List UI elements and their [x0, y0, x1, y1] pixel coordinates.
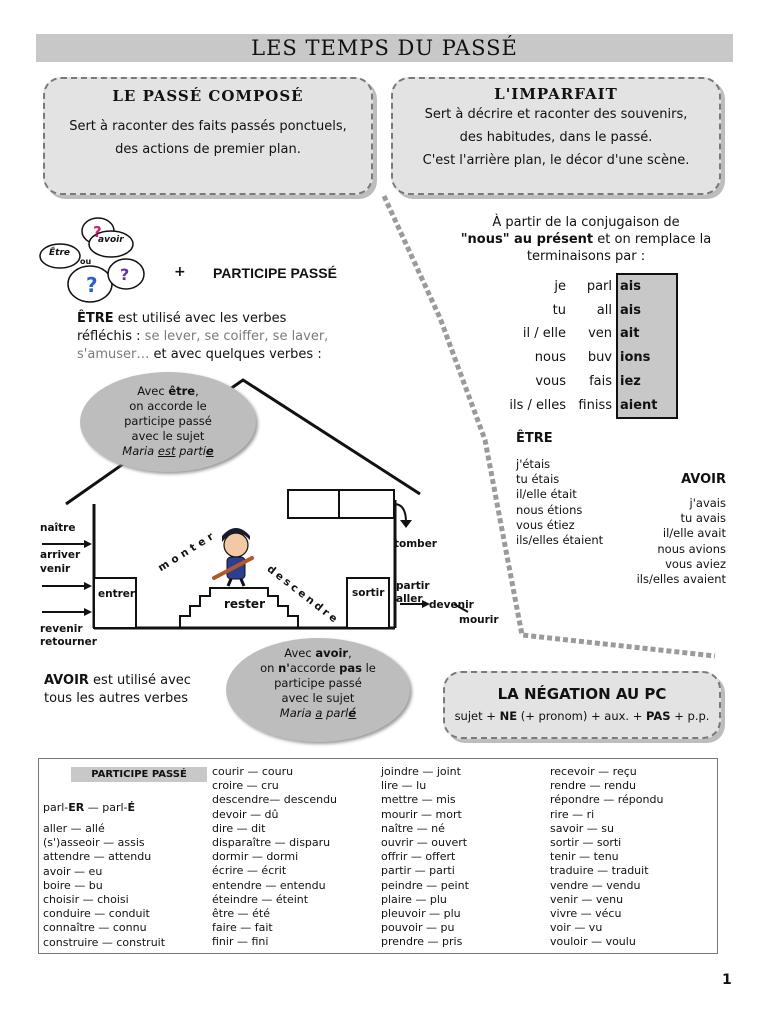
ba-l4: avec le sujet — [281, 691, 355, 705]
pp-entry: tenir — tenu — [550, 850, 619, 864]
conj-pronoun: il / elle — [522, 326, 566, 342]
pp-entry: ouvrir — ouvert — [381, 836, 468, 850]
verb-arriver: arriver — [40, 549, 81, 561]
avoir-form: nous avions — [657, 541, 726, 556]
pp-column-1 — [43, 822, 165, 950]
imparfait-line3: C'est l'arrière plan, le décor d'une scène. — [422, 153, 690, 168]
be-ex-c: parti — [175, 444, 206, 458]
neg-f3: (+ pronom) + aux. + — [517, 709, 647, 723]
bubble-avoir-label: avoir — [98, 235, 124, 245]
conj-pronoun: vous — [535, 373, 566, 389]
page-number: 1 — [722, 972, 732, 988]
negation-box — [443, 671, 721, 739]
ba-ex-d: é — [348, 706, 357, 720]
neg-f5: + p.p. — [670, 709, 710, 723]
imparfait-rule-l1: À partir de la conjugaison de — [492, 215, 680, 230]
be-l4: avec le sujet — [131, 429, 205, 443]
conj-pronoun: ils / elles — [509, 397, 566, 413]
pp-rule-c: — parl- — [84, 801, 128, 814]
pp-rule-b: ER — [68, 801, 85, 814]
ba-l2e: le — [361, 661, 376, 675]
pp-entry: éteindre — éteint — [212, 892, 309, 906]
etre-usage-examples: se lever, se coiffer, se laver, — [144, 329, 329, 344]
imparfait-line2: des habitudes, dans le passé. — [459, 130, 653, 145]
etre-form: tu étais — [516, 472, 560, 487]
pp-entry: vivre — vécu — [550, 907, 622, 921]
avoir-form: ils/elles avaient — [636, 572, 726, 587]
bubble-avoir-rule — [226, 638, 410, 742]
pp-column-4 — [550, 765, 663, 950]
pp-rule-a: parl- — [43, 801, 69, 814]
pp-entry: venir — venu — [550, 892, 624, 906]
etre-form: j'étais — [516, 457, 551, 471]
verb-mourir: mourir — [459, 614, 499, 626]
pp-entry: peindre — peint — [381, 878, 469, 892]
verb-rester: rester — [224, 597, 265, 611]
pp-entry: entendre — entendu — [212, 878, 326, 892]
be-l1c: , — [195, 384, 199, 398]
pp-entry: savoir — su — [550, 821, 614, 835]
verb-revenir: revenir — [40, 623, 83, 635]
pp-entry: courir — couru — [212, 765, 294, 778]
pp-entry: mourir — mort — [381, 807, 462, 821]
pp-entry: rire — ri — [550, 807, 595, 821]
avoir-usage-bold: AVOIR — [44, 673, 89, 688]
avoir-usage-text1: est utilisé avec — [88, 673, 191, 688]
negation-formula — [445, 709, 719, 723]
verb-retourner: retourner — [40, 636, 97, 648]
be-l2: on accorde le — [129, 399, 207, 413]
ba-ex-a: Maria — [279, 706, 316, 720]
pp-entry: prendre — pris — [381, 935, 463, 949]
bubble-etre-label: Être — [49, 248, 70, 258]
be-ex-d: e — [205, 444, 214, 458]
ba-ex-c: parl — [322, 706, 349, 720]
be-l1a: Avec — [137, 384, 169, 398]
bubble-ou-label: ou — [80, 257, 92, 266]
pp-entry: choisir — choisi — [43, 893, 129, 907]
pp-entry: attendre — attendu — [43, 850, 152, 864]
avoir-form: il/elle avait — [662, 526, 726, 541]
svg-text:?: ? — [93, 223, 102, 241]
conj-ending: iez — [620, 373, 641, 389]
ba-l3: participe passé — [274, 676, 362, 690]
ba-l1b: avoir — [315, 646, 349, 660]
ba-l2b: n' — [278, 661, 290, 675]
be-l1b: être — [168, 384, 196, 398]
conj-pronoun: nous — [534, 350, 566, 366]
ba-l2d: pas — [339, 661, 362, 675]
page-title-bar — [36, 34, 733, 62]
ba-l1c: , — [348, 646, 352, 660]
pp-entry: mettre — mis — [381, 793, 456, 807]
verb-entrer: entrer — [98, 588, 136, 600]
pp-entry: finir — fini — [212, 935, 269, 949]
pp-entry: dire — dit — [212, 821, 266, 835]
ba-l2a: on — [260, 661, 279, 675]
verb-partir: partir — [396, 580, 430, 592]
pp-entry: voir — vu — [550, 921, 603, 935]
imparfait-rule-l3: terminaisons par : — [526, 249, 646, 264]
etre-usage-text2: réfléchis : — [77, 329, 145, 344]
conj-stem: all — [596, 302, 612, 318]
ba-ex-b: a — [315, 706, 323, 720]
imparfait-line1: Sert à décrire et raconter des souvenirs, — [424, 107, 688, 122]
conj-ending: ions — [620, 350, 651, 366]
pp-entry: être — été — [212, 907, 270, 921]
avoir-form: j'avais — [689, 496, 726, 510]
etre-form: nous étions — [516, 502, 583, 517]
etre-usage-examples2: s'amuser… — [77, 347, 150, 362]
pp-column-3 — [381, 765, 469, 950]
pp-entry: joindre — joint — [381, 765, 461, 778]
pp-entry: traduire — traduit — [550, 864, 649, 878]
auxiliary-bubbles-icon — [38, 214, 150, 308]
verb-descendre: descendre — [264, 563, 342, 627]
conj-pronoun: tu — [552, 302, 566, 318]
pp-entry: offrir — offert — [381, 850, 456, 864]
passe-compose-line1: Sert à raconter des faits passés ponctuels, — [69, 119, 347, 134]
pp-entry: faire — fait — [212, 921, 273, 935]
svg-text:?: ? — [86, 273, 98, 297]
conj-ending: ais — [620, 279, 641, 294]
pp-entry: avoir — eu — [43, 864, 103, 878]
pp-entry: aller — allé — [43, 822, 105, 835]
verb-tomber: tomber — [394, 538, 437, 550]
verb-sortir: sortir — [352, 587, 385, 599]
verb-naitre: naître — [40, 522, 76, 534]
neg-f4: PAS — [646, 709, 671, 723]
neg-f2: NE — [499, 709, 518, 723]
pp-entry: construire — construit — [43, 935, 166, 949]
pp-entry: boire — bu — [43, 878, 103, 892]
verb-aller: aller — [396, 593, 423, 605]
avoir-imparfait-title: AVOIR — [681, 472, 726, 487]
pp-column-2 — [212, 765, 337, 950]
be-ex-a: Maria — [122, 444, 158, 458]
imparfait-rule-l2b: et on remplace la — [593, 232, 712, 247]
page-title: LES TEMPS DU PASSÉ — [251, 36, 518, 60]
conj-stem: buv — [587, 350, 612, 366]
etre-form: il/elle était — [516, 487, 577, 502]
etre-usage-bold: ÊTRE — [77, 311, 114, 326]
pp-entry: recevoir — reçu — [550, 765, 637, 778]
ba-l2c: accorde — [289, 661, 340, 675]
pp-entry: pleuvoir — plu — [381, 907, 461, 921]
pp-entry: conduire — conduit — [43, 907, 150, 921]
be-l3: participe passé — [124, 414, 212, 428]
pp-entry: rendre — rendu — [550, 779, 637, 793]
ba-l1a: Avec — [284, 646, 316, 660]
pp-entry: lire — lu — [381, 779, 427, 793]
participe-passe-table — [38, 758, 718, 954]
conj-ending: ait — [620, 326, 640, 342]
pp-entry: pouvoir — pu — [381, 921, 455, 935]
imparfait-title: L'IMPARFAIT — [494, 85, 618, 103]
pp-entry: naître — né — [381, 821, 445, 835]
neg-f1: sujet + — [454, 709, 500, 723]
etre-imparfait-list — [516, 457, 603, 548]
etre-usage-text3: et avec quelques verbes : — [149, 347, 322, 362]
avoir-imparfait-list — [600, 496, 726, 587]
pp-entry: dormir — dormi — [212, 850, 299, 864]
avoir-form: tu avais — [680, 511, 726, 526]
pp-entry: vouloir — voulu — [550, 935, 636, 949]
conj-ending: ais — [620, 302, 641, 318]
conjugation-table — [490, 273, 680, 418]
formula-participe: PARTICIPE PASSÉ — [213, 265, 337, 281]
be-ex-b: est — [157, 444, 176, 458]
pp-rule — [43, 801, 135, 814]
pp-entry: (s')asseoir — assis — [43, 836, 145, 850]
pp-entry: descendre— descendu — [212, 793, 338, 807]
etre-form: vous étiez — [516, 517, 575, 532]
avoir-usage-text2: tous les autres verbes — [44, 691, 189, 706]
verb-venir: venir — [40, 563, 71, 575]
pp-entry: devoir — dû — [212, 807, 279, 821]
bubble-etre-rule — [80, 372, 256, 472]
pp-entry: disparaître — disparu — [212, 836, 331, 850]
pp-entry: croire — cru — [212, 779, 279, 793]
passe-compose-line2: des actions de premier plan. — [115, 142, 301, 157]
pp-entry: écrire — écrit — [212, 864, 287, 878]
passe-compose-title: LE PASSÉ COMPOSÉ — [112, 87, 304, 105]
verb-monter: monter — [156, 528, 220, 575]
pp-entry: plaire — plu — [381, 892, 447, 906]
verb-devenir: devenir — [429, 599, 474, 611]
imparfait-rule — [446, 214, 726, 265]
avoir-usage-text — [44, 672, 191, 708]
pp-entry: vendre — vendu — [550, 878, 641, 892]
conj-stem: fais — [589, 373, 612, 389]
negation-title: LA NÉGATION AU PC — [497, 685, 667, 703]
pp-entry: partir — parti — [381, 864, 455, 878]
etre-usage-text1: est utilisé avec les verbes — [113, 311, 287, 326]
avoir-form: vous aviez — [665, 556, 726, 571]
conj-stem: ven — [588, 326, 612, 342]
formula-plus: + — [174, 264, 186, 280]
pp-entry: connaître — connu — [43, 921, 147, 935]
pp-entry: sortir — sorti — [550, 836, 622, 850]
etre-form: ils/elles étaient — [516, 533, 604, 548]
conj-ending: aient — [620, 397, 658, 413]
etre-imparfait-title: ÊTRE — [516, 431, 553, 446]
svg-text:?: ? — [120, 265, 130, 284]
imparfait-box — [391, 77, 721, 195]
conj-pronoun: je — [554, 279, 566, 294]
imparfait-rule-l2a: "nous" au présent — [460, 232, 594, 247]
etre-usage-text — [77, 310, 367, 364]
pp-entry: répondre — répondu — [550, 793, 664, 807]
pp-table-header: PARTICIPE PASSÉ — [71, 767, 207, 782]
passe-compose-box — [43, 77, 373, 195]
conj-stem: parl — [586, 279, 612, 294]
conj-stem: finiss — [578, 397, 612, 413]
pp-rule-d: É — [127, 801, 136, 814]
